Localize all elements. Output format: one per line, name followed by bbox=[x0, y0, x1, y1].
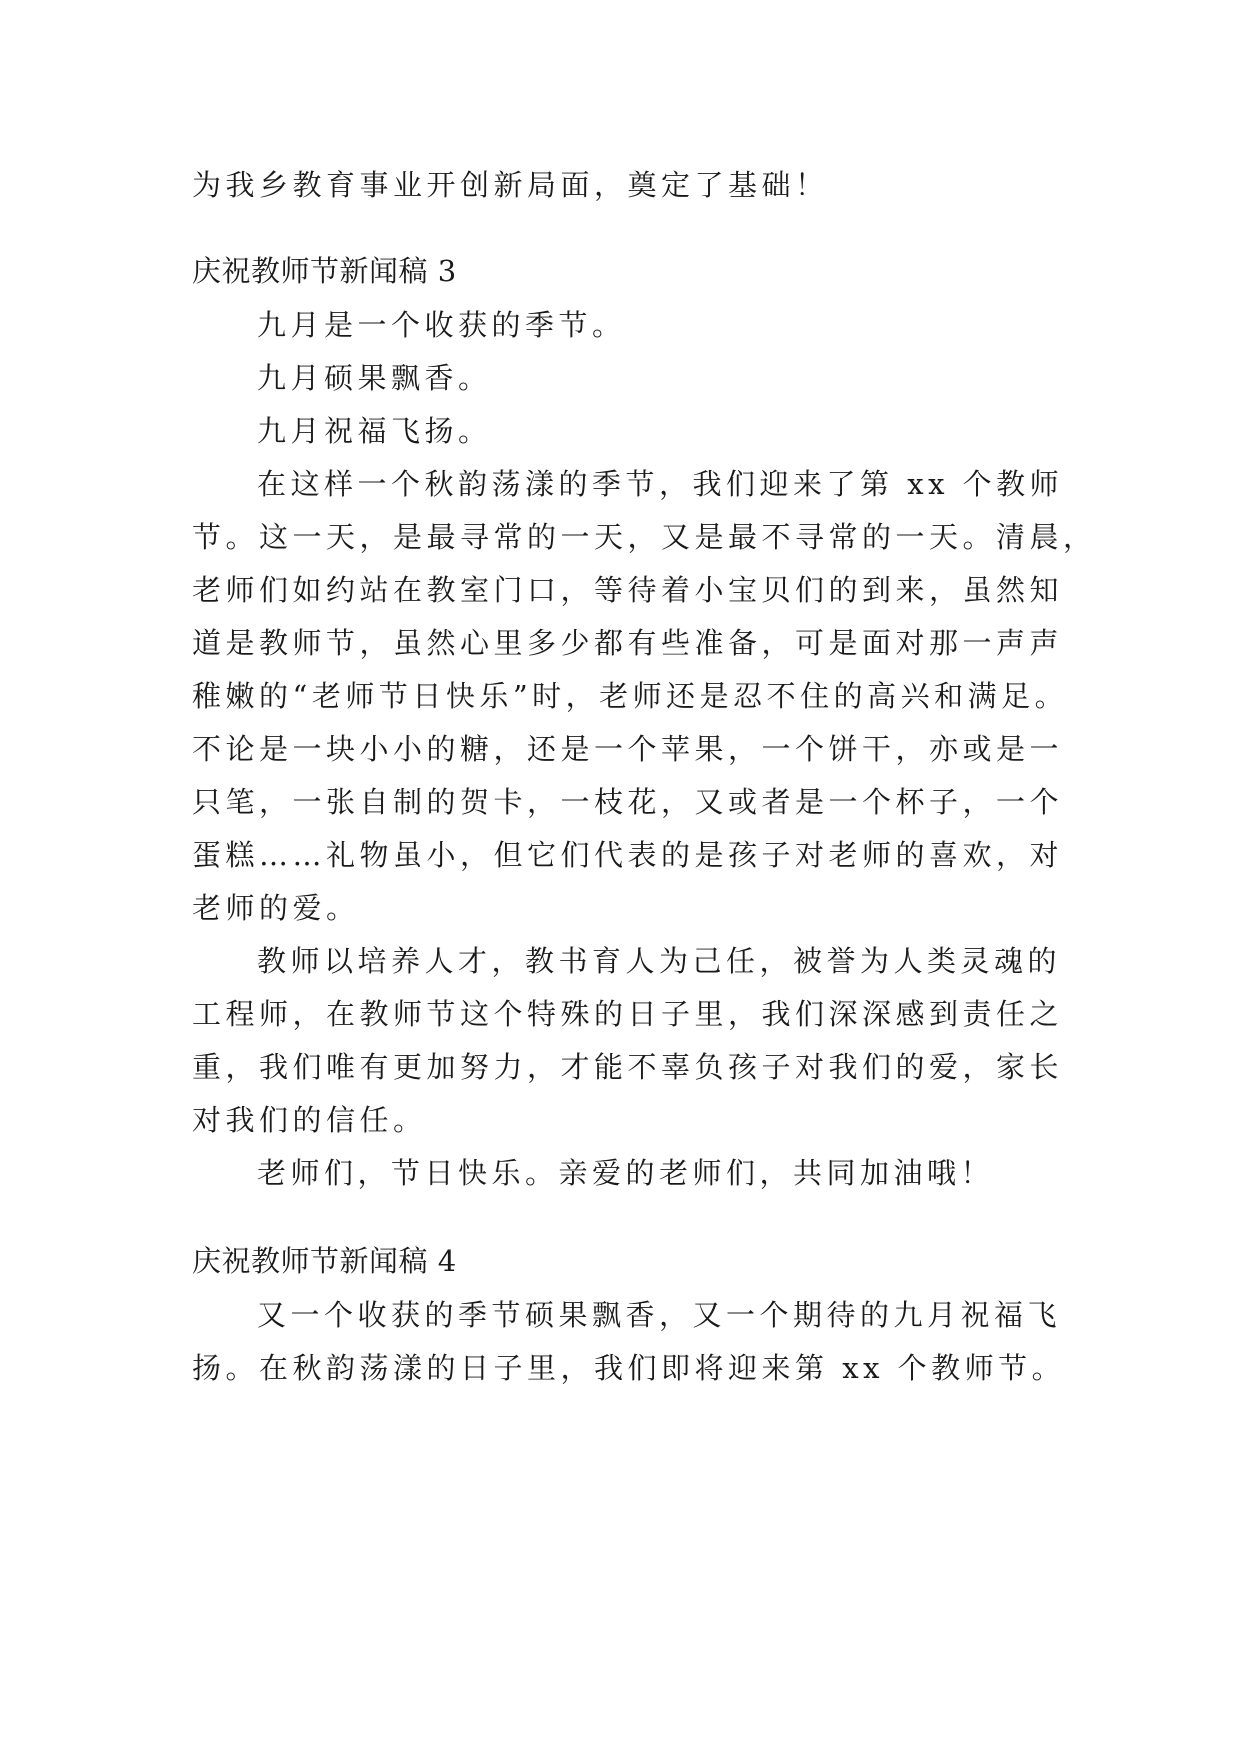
paragraph-line: 节。这一天，是最寻常的一天，又是最不寻常的一天。清晨， bbox=[192, 520, 1097, 554]
paragraph-line: 老师的爱。 bbox=[192, 891, 360, 925]
paragraph-line: 蛋糕……礼物虽小，但它们代表的是孩子对老师的喜欢，对 bbox=[192, 838, 1064, 872]
article-title-4: 庆祝教师节新闻稿 4 bbox=[192, 1244, 457, 1278]
paragraph-line: 九月祝福飞扬。 bbox=[257, 414, 492, 448]
paragraph-line: 教师以培养人才，教书育人为己任，被誉为人类灵魂的 bbox=[257, 944, 1062, 978]
paragraph-line: 九月是一个收获的季节。 bbox=[257, 308, 626, 342]
paragraph-line: 重，我们唯有更加努力，才能不辜负孩子对我们的爱，家长 bbox=[192, 1050, 1064, 1084]
paragraph-line: 老师们，节日快乐。亲爱的老师们，共同加油哦！ bbox=[257, 1156, 995, 1190]
paragraph-line: 在这样一个秋韵荡漾的季节，我们迎来了第 xx 个教师 bbox=[257, 467, 1064, 501]
paragraph-line: 又一个收获的季节硕果飘香，又一个期待的九月祝福飞 bbox=[257, 1298, 1062, 1332]
paragraph-line: 老师们如约站在教室门口，等待着小宝贝们的到来，虽然知 bbox=[192, 573, 1064, 607]
paragraph-line: 只笔，一张自制的贺卡，一枝花，又或者是一个杯子，一个 bbox=[192, 785, 1064, 819]
paragraph-line: 稚嫩的“老师节日快乐”时，老师还是忍不住的高兴和满足。 bbox=[192, 679, 1069, 713]
paragraph-line: 九月硕果飘香。 bbox=[257, 361, 492, 395]
paragraph-line: 工程师，在教师节这个特殊的日子里，我们深深感到责任之 bbox=[192, 997, 1064, 1031]
closing-sentence: 为我乡教育事业开创新局面，奠定了基础！ bbox=[192, 168, 829, 202]
paragraph-line: 道是教师节，虽然心里多少都有些准备，可是面对那一声声 bbox=[192, 626, 1064, 660]
article-title-3: 庆祝教师节新闻稿 3 bbox=[192, 254, 457, 288]
paragraph-line: 对我们的信任。 bbox=[192, 1103, 427, 1137]
paragraph-line: 不论是一块小小的糖，还是一个苹果，一个饼干，亦或是一 bbox=[192, 732, 1064, 766]
paragraph-line: 扬。在秋韵荡漾的日子里，我们即将迎来第 xx 个教师节。 bbox=[192, 1351, 1066, 1385]
